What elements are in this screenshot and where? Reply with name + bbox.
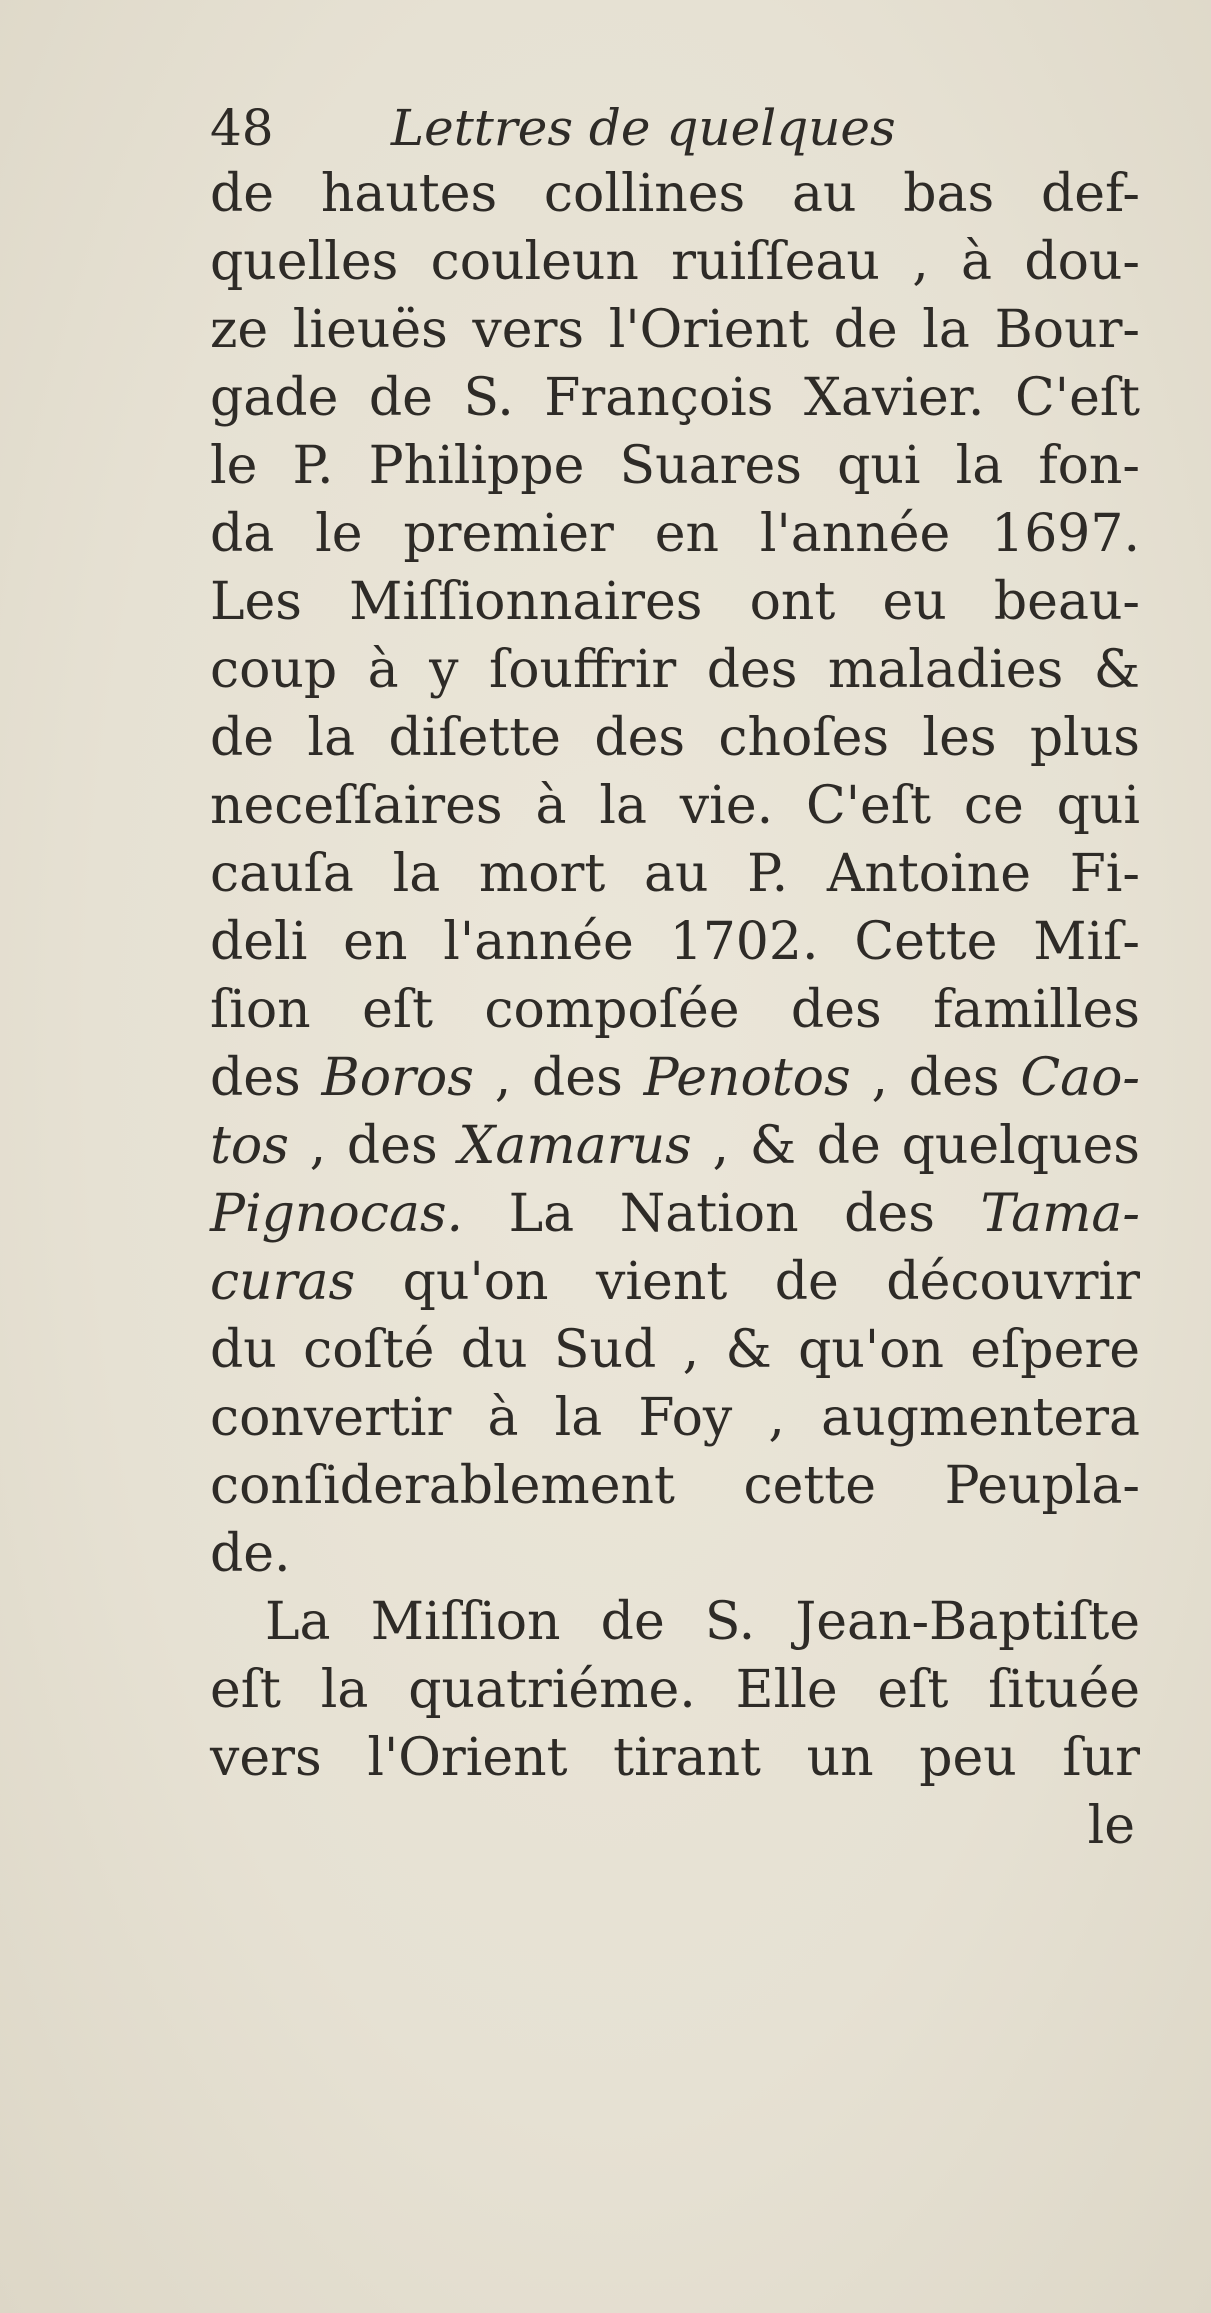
text-line: da le premier en l'année 1697. <box>210 504 1140 564</box>
text-line: neceſſaires à la vie. C'eſt ce qui <box>210 776 1140 836</box>
text-line: le P. Philippe Suares qui la fon- <box>210 436 1140 496</box>
text-line: coup à y ſouffrir des maladies & <box>210 640 1140 700</box>
page-header <box>210 98 896 158</box>
text-line <box>210 1044 1140 1112</box>
text-line: convertir à la Foy , augmentera <box>210 1388 1140 1448</box>
italic-name: tos <box>210 1116 289 1176</box>
text-segment: qu'on vient de découvrir <box>355 1252 1140 1312</box>
italic-name: curas <box>210 1252 356 1312</box>
text-line: deli en l'année 1702. Cette Miſ- <box>210 912 1140 972</box>
text-segment: , des <box>473 1048 644 1108</box>
text-line: de hautes collines au bas def- <box>210 164 1140 224</box>
text-line: de la diſette des choſes les plus <box>210 708 1140 768</box>
text-segment: La Nation des <box>463 1184 981 1244</box>
text-line: quelles couleun ruiſſeau , à dou- <box>210 232 1140 292</box>
text-line: Les Miſſionnaires ont eu beau- <box>210 572 1140 632</box>
italic-name: Boros <box>321 1048 474 1108</box>
italic-name: Pignocas. <box>210 1184 464 1244</box>
text-line: cauſa la mort au P. Antoine Fi- <box>210 844 1140 904</box>
text-line: ſion eſt compoſée des familles <box>210 980 1140 1040</box>
text-line: de. <box>210 1524 291 1584</box>
text-line: conſiderablement cette Peupla- <box>210 1456 1140 1516</box>
text-line: vers l'Orient tirant un peu ſur <box>210 1728 1140 1788</box>
text-line <box>210 1248 1140 1316</box>
body-text <box>210 160 1140 1860</box>
catchword: le <box>1087 1796 1135 1856</box>
text-line: ze lieuës vers l'Orient de la Bour- <box>210 300 1140 360</box>
text-line: eſt la quatriéme. Elle eſt ſituée <box>210 1660 1140 1720</box>
text-line <box>210 1180 1140 1248</box>
running-title: Lettres de quelques <box>390 99 896 157</box>
text-segment: des <box>210 1048 322 1108</box>
text-segment: , des <box>288 1116 459 1176</box>
italic-name: Penotos <box>643 1048 851 1108</box>
italic-name: Xamarus <box>458 1116 692 1176</box>
text-line <box>210 1112 1140 1180</box>
text-line: gade de S. François Xavier. C'eſt <box>210 368 1140 428</box>
text-segment: , & de quelques <box>691 1116 1140 1176</box>
text-line: du coſté du Sud , & qu'on eſpere <box>210 1320 1140 1380</box>
text-segment: , des <box>850 1048 1021 1108</box>
page-number: 48 <box>210 99 274 157</box>
italic-name: Cao- <box>1020 1048 1140 1108</box>
italic-name: Tama- <box>980 1184 1140 1244</box>
paragraph-first-line: La Miſſion de S. Jean-Baptiſte <box>265 1592 1140 1652</box>
